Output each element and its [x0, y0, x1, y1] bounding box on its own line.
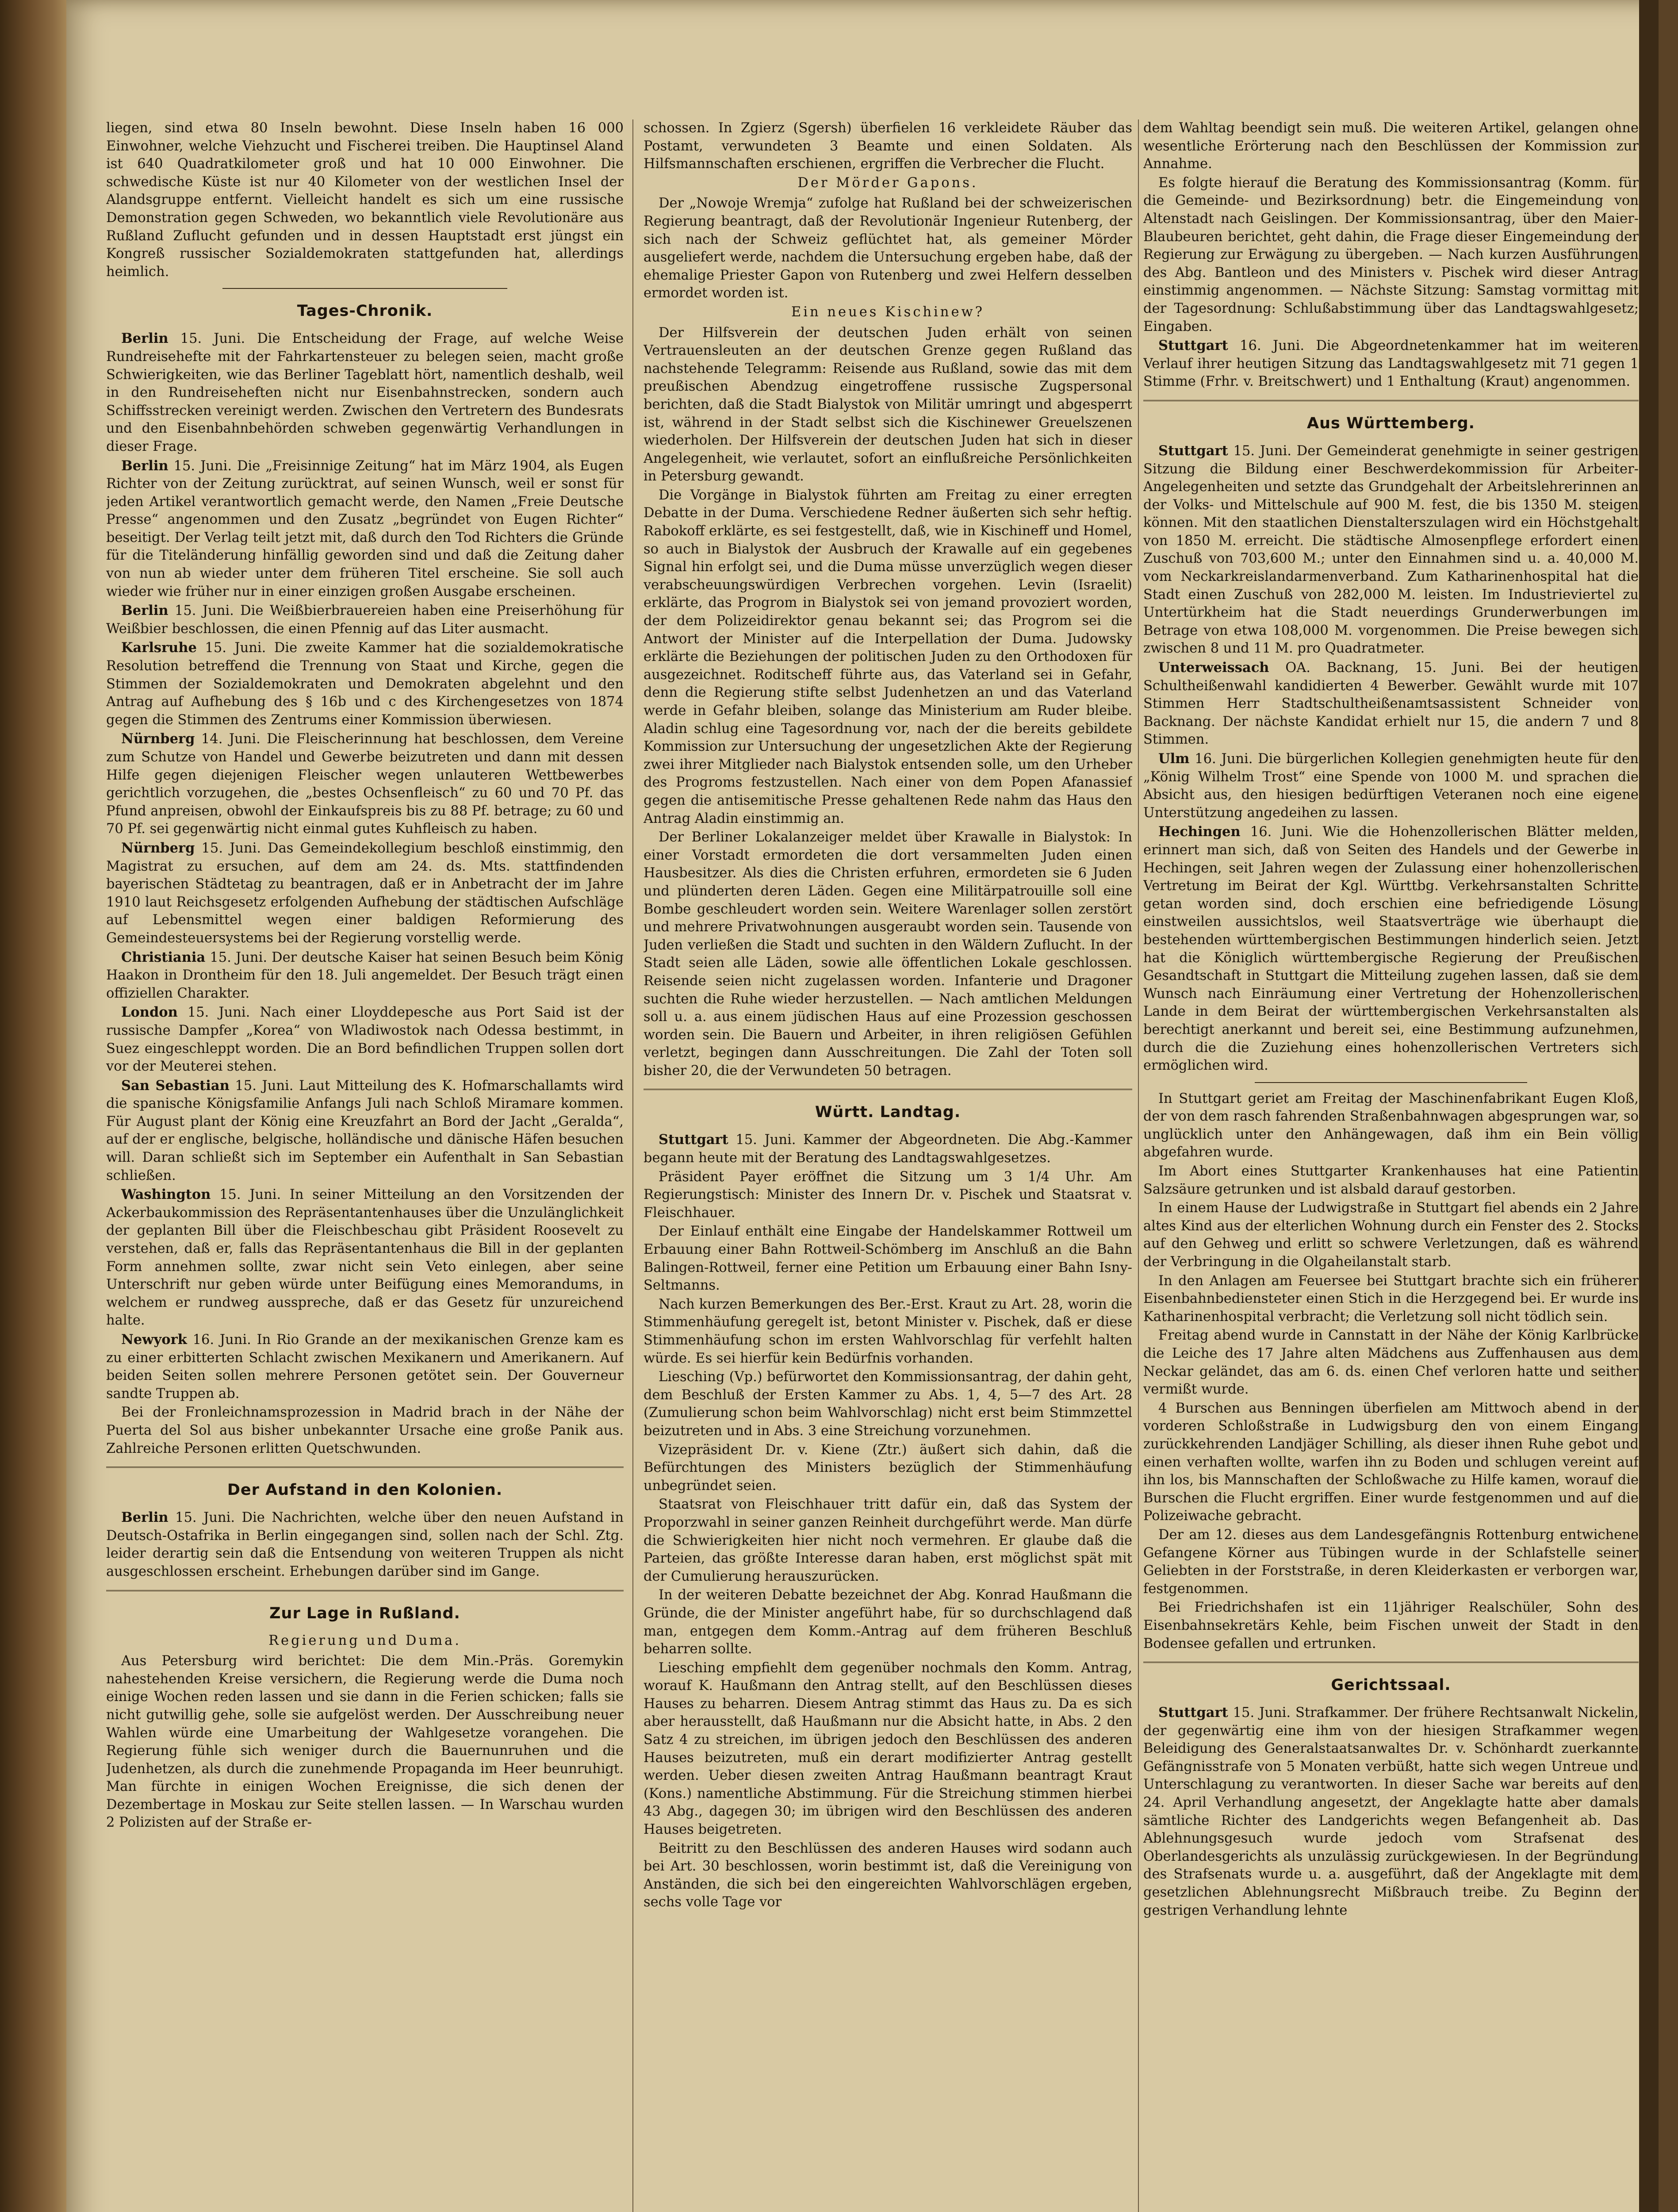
- news-item: Berlin 15. Juni. Die „Freisinnige Zeitung“ hat im März 1904, als Eugen Richter von der Zeitung zurücktrat, auf seinen Wunsch, weil er sonst für jeden Artikel verantwortlich gemacht werde, den Namen „Freie Deutsche Presse“ angenommen und den Zusatz „begründet von Eugen Richter“ beseitigt. Der Verlag teilt jetzt mit, daß durch den Tod Richters die Gründe für die Titeländerung hinfällig geworden sind und daß die Zeitung daher von nun ab wieder unter dem früheren Titel erscheine. Sie soll auch wieder wie früher nur in einer einzigen großen Ausgabe erscheinen.: [106, 457, 624, 599]
- news-item: Washington 15. Juni. In seiner Mitteilung an den Vorsitzenden der Ackerbaukommission des Repräsentantenhauses über die Unzulänglichkeit der geplanten Bill über die Fleischbeschau gibt Präsident Roosevelt zu verstehen, daß er, falls das Repräsentantenhaus die Bill in der geplanten Form annehmen sollte, zwar nicht sein Veto einlegen, aber seine Unterschrift nur geben würde unter Beifügung eines Memorandums, in welchem er rundweg ausspreche, daß er das Gesetz für unzureichend halte.: [106, 1187, 624, 1329]
- paragraph: Der Einlauf enthält eine Eingabe der Handelskammer Rottweil um Erbauung einer Bahn Rottweil-Schömberg im Anschluß an die Bahn Balingen-Rottweil, ferner eine Petition um Erbauung einer Bahn Isny-Seltmanns.: [644, 1224, 1132, 1294]
- paragraph: Liesching (Vp.) befürwortet den Kommissionsantrag, der dahin geht, dem Beschluß der Ersten Kammer zu Abs. 1, 4, 5—7 des Art. 28 (Zumulierung schon beim Wahlvorschlag) nicht erst beim Stimmzettel beizutreten und in Abs. 3 eine Streichung vorzunehmen.: [644, 1369, 1132, 1439]
- dateline-place: Berlin: [121, 457, 169, 474]
- paragraph: In Stuttgart geriet am Freitag der Maschinenfabrikant Eugen Kloß, der von dem rasch fahrenden Straßenbahnwagen abgesprungen war, so unglücklich unter den Anhängewagen, daß ihm ein Bein völlig abgefahren wurde.: [1143, 1091, 1639, 1160]
- news-item: Stuttgart 15. Juni. Der Gemeinderat genehmigte in seiner gestrigen Sitzung die Bildung einer Beschwerdekommission für Arbeiter-Angelegenheiten und setzte das Grundgehalt der Arbeitslehrerinnen an der Volks- und Mittelschule auf 900 M. fest, die bis 1350 M. steigen können. Mit den staatlichen Dienstalterszulagen wird ein Höchstgehalt von 1850 M. erreicht. Die städtische Almosenpflege erfordert einen Zuschuß von 703,600 M.; unter den Einnahmen sind u. a. 40,000 M. vom Neckarkreislandarmenverband. Zum Katharinenhospital hat die Stadt einen Zuschuß von 282,000 M. leisten. Im Industrieviertel zu Untertürkheim hat die Stadt neuerdings Grunderwerbungen im Betrage von etwa 108,000 M. vorgenommen. Die Preise bewegen sich zwischen 8 und 11 M. pro Quadratmeter.: [1143, 442, 1639, 657]
- separator: [1255, 1082, 1527, 1083]
- paragraph: Bei Friedrichshafen ist ein 11jähriger Realschüler, Sohn des Eisenbahnsekretärs Kehle, beim Fischen unweit der Stadt in den Bodensee gefallen und ertrunken.: [1143, 1600, 1639, 1651]
- section-heading: Aus Württemberg.: [1307, 414, 1475, 432]
- dateline-place: Karlsruhe: [121, 640, 197, 656]
- paragraph: Es folgte hierauf die Beratung des Kommissionsantrag (Komm. für die Gemeinde- und Bezirksordnung) betr. die Eingemeindung von Altenstadt nach Geislingen. Der Kommissionsantrag, über den Maier-Blaubeuren berichtet, geht dahin, die Frage dieser Eingemeindung der Regierung zur Erwägung zu übergeben. — Nach kurzen Ausführungen des Abg. Bantleon und des Ministers v. Pischek wird dieser Antrag einstimmig angenommen. — Nächste Sitzung: Samstag vormittag mit der Tagesordnung: Schlußabstimmung über das Landtagswahlgesetz; Eingaben.: [1143, 175, 1639, 334]
- dateline-place: Stuttgart: [1158, 442, 1228, 459]
- paragraph: Der „Nowoje Wremja“ zufolge hat Rußland bei der schweizerischen Regierung beantragt, daß der Revolutionär Ingenieur Rutenberg, der sich nach der Schweiz geflüchtet hat, als gemeiner Mörder ausgeliefert werde, nachdem die Untersuchung ergeben habe, daß der ehemalige Priester Gapon von Rutenberg und zwei Helfern desselben ermordet worden ist.: [644, 196, 1132, 301]
- separator: [106, 1590, 624, 1591]
- news-item: Unterweissach OA. Backnang, 15. Juni. Bei der heutigen Schultheißenwahl kandidierten 4 Bewerber. Gewählt wurde mit 107 Stimmen Herr Stadtschultheißenamtsassistent Schneider von Backnang. Der nächste Kandidat erhielt nur 15, die andern 7 und 8 Stimmen.: [1143, 660, 1639, 748]
- paragraph: Liesching empfiehlt dem gegenüber nochmals den Komm. Antrag, worauf K. Haußmann den Antrag stellt, auf den Beschlüssen dieses Hauses zu beharren. Diesem Antrag stimmt das Haus zu. Da es sich aber herausstellt, daß Haußmann nur die Absicht hatte, in Abs. 2 den Satz 4 zu streichen, im übrigen jedoch den Beschlüssen des anderen Hauses beizutreten, muß ein derart modifizierter Antrag gestellt werden. Ueber diesen zweiten Antrag Haußmann beantragt Kraut (Kons.) namentliche Abstimmung. Für die Streichung stimmen hierbei 43 Abg., dagegen 30; im übrigen wird den Beschlüssen des anderen Hauses beigetreten.: [644, 1660, 1132, 1838]
- dateline-place: Stuttgart: [1158, 1705, 1228, 1721]
- news-item: Berlin 15. Juni. Die Entscheidung der Frage, auf welche Weise Rundreisehefte mit der Fahrkartensteuer zu belegen seien, macht große Schwierigkeiten, wie das Berliner Tageblatt hört, namentlich deshalb, weil in den Rundreiseheften nicht nur Eisenbahnstrecken, sondern auch Schiffsstrecken vereinigt werden. Zwischen den Vertretern des Bundesrats und den Eisenbahnbehörden schweben gegenwärtig Verhandlungen in dieser Frage.: [106, 330, 624, 454]
- separator: [106, 1467, 624, 1468]
- paragraph: Der Hilfsverein der deutschen Juden erhält von seinen Vertrauensleuten an der deutschen Grenze gegen Rußland das nachstehende Telegramm: Reisende aus Rußland, sowie das mit dem preußischen Abendzug eingetroffene russische Zugspersonal berichten, daß die Stadt Bialystok von Militär umringt und abgesperrt ist, während in der Stadt selbst sich die Kischinewer Greuelszenen wiederholen. Der Hilfsverein der deutschen Juden hat sich in dieser Angelegenheit, wie verlautet, sofort an einflußreiche Persönlichkeiten in Petersburg gewandt.: [644, 325, 1132, 484]
- dateline-place: Stuttgart: [1158, 338, 1228, 354]
- dateline-place: London: [121, 1004, 178, 1021]
- paragraph: In einem Hause der Ludwigstraße in Stuttgart fiel abends ein 2 Jahre altes Kind aus der elterlichen Wohnung durch ein Fenster des 2. Stocks auf den Gehweg und erlitt so schwere Verletzungen, daß es während der Verbringung in die Olgaheilanstalt starb.: [1143, 1200, 1639, 1270]
- section-heading: Württ. Landtag.: [815, 1103, 961, 1121]
- news-item: Berlin 15. Juni. Die Weißbierbrauereien haben eine Preiserhöhung für Weißbier beschlossen, die einen Pfennig auf das Liter ausmacht.: [106, 603, 624, 637]
- dateline-place: Berlin: [121, 603, 169, 619]
- dateline-place: Nürnberg: [121, 731, 195, 747]
- page-edge: [1639, 0, 1659, 2212]
- book-binding: [0, 0, 66, 2212]
- column-1: [106, 119, 624, 2212]
- news-item: Christiania 15. Juni. Der deutsche Kaiser hat seinen Besuch beim König Haakon in Drontheim für den 18. Juli angemeldet. Der Besuch trägt einen offiziellen Charakter.: [106, 949, 624, 1001]
- column-rule-1: [632, 119, 633, 2212]
- dateline-place: Unterweissach: [1158, 660, 1269, 676]
- column-2: [644, 119, 1132, 2212]
- dateline-place: Nürnberg: [121, 840, 195, 856]
- news-item: Nürnberg 15. Juni. Das Gemeindekollegium beschloß einstimmig, den Magistrat zu ersuchen, auf dem am 24. ds. Mts. stattfindenden bayerischen Städtetag zu beantragen, daß er in Anbetracht der im Jahre 1910 laut Reichsgesetz erfolgenden Aufhebung der städtischen Aufschläge auf Lebensmittel wegen einer baldigen Reformierung des Gemeindesteuersystems bei der Regierung vorstellig werde.: [106, 840, 624, 946]
- paragraph: Nach kurzen Bemerkungen des Ber.-Erst. Kraut zu Art. 28, worin die Stimmenhäufung geregelt ist, betont Minister v. Pischek, daß er diese Stimmenhäufung schon im ersten Wahlvorschlag für verfehlt halten würde. Es sei hierfür kein Bedürfnis vorhanden.: [644, 1296, 1132, 1366]
- paragraph: Vizepräsident Dr. v. Kiene (Ztr.) äußert sich dahin, daß die Befürchtungen des Ministers bezüglich der Stimmenhäufung unbegründet seien.: [644, 1442, 1132, 1494]
- separator: [644, 1089, 1132, 1090]
- subheading: Der Mörder Gapons.: [797, 175, 978, 191]
- subheading: Regierung und Duma.: [268, 1632, 461, 1648]
- section-heading: Tages-Chronik.: [297, 302, 433, 320]
- paragraph: Die Vorgänge in Bialystok führten am Freitag zu einer erregten Debatte in der Duma. Verschiedene Redner äußerten sich sehr heftig. Rabokoff erklärte, es sei festgestellt, daß, wie in Kischineff und Homel, so auch in Bialystok der Ausbruch der Krawalle auf ein gegebenes Signal hin erfolgt sei, und die Duma müsse unverzüglich wegen dieser verabscheuungswürdigen Verbrechen vorgehen. Levin (Israelit) erklärte, das Progrom in Bialystok sei von jemand provoziert worden, der dem Polizeidirektor genau bekannt sei; das Progrom sei die Antwort der Minister auf die Interpellation der Duma. Judowsky erklärte die Beziehungen der politischen Juden zu den Orthodoxen für ausgezeichnet. Roditscheff führte aus, das Vaterland sei in Gefahr, denn die Regierung stifte selbst Judenhetzen an und das Vaterland werde in Gefahr bleiben, solange das Ministerium am Ruder bleibe. Aladin schlug eine Tagesordnung vor, nach der die bereits gebildete Kommission zur Untersuchung der ungesetzlichen Akte der Regierung zwei ihrer Mitglieder nach Bialystok entsenden solle, um den Urheber des Progroms festzustellen. Nach einer von dem Popen Afanassief gegen die antisemitische Presse gehaltenen Rede nahm das Haus den Antrag Aladin einstimmig an.: [644, 487, 1132, 826]
- dateline-place: Washington: [121, 1187, 211, 1203]
- column-3: [1143, 119, 1639, 2212]
- dateline-place: San Sebastian: [121, 1077, 230, 1094]
- section-heading: Gerichtssaal.: [1331, 1676, 1451, 1694]
- paragraph: Präsident Payer eröffnet die Sitzung um 3 1/4 Uhr. Am Regierungstisch: Minister des Innern Dr. v. Pischek und Staatsrat v. Fleischhauer.: [644, 1169, 1132, 1221]
- dateline-place: Christiania: [121, 949, 206, 965]
- news-item: Stuttgart 15. Juni. Strafkammer. Der frühere Rechtsanwalt Nickelin, der gegenwärtig eine ihm von der hiesigen Strafkammer wegen Beleidigung des Generalstaatsanwaltes Dr. v. Schönhardt zuerkannte Gefängnisstrafe von 5 Monaten verbüßt, hatte sich wegen Untreue und Unterschlagung zu verantworten. In dieser Sache war bereits auf den 24. April Verhandlung angesetzt, der Angeklagte hatte aber damals sämtliche Richter des Landgerichts wegen Befangenheit ab. Das Ablehnungsgesuch wurde jedoch vom Strafsenat des Oberlandesgerichts als unzulässig zurückgewiesen. In der Begründung des Strafsenats wurde u. a. ausgeführt, daß der Angeklagte mit dem gesetzlichen Ablehnungsrecht Mißbrauch treibe. Zu Beginn der gestrigen Verhandlung lehnte: [1143, 1705, 1639, 1918]
- paragraph: In der weiteren Debatte bezeichnet der Abg. Konrad Haußmann die Gründe, die der Minister angeführt habe, für so durchschlagend daß man, entgegen dem Komm.-Antrag auf dem früheren Beschluß beharren sollte.: [644, 1587, 1132, 1657]
- news-item: Bei der Fronleichnamsprozession in Madrid brach in der Nähe der Puerta del Sol aus bisher unbekannter Ursache eine große Panik aus. Zahlreiche Personen erlitten Quetschwunden.: [106, 1405, 624, 1456]
- dateline-place: Stuttgart: [659, 1132, 728, 1148]
- subheading: Ein neues Kischinew?: [791, 304, 985, 320]
- paragraph: dem Wahltag beendigt sein muß. Die weiteren Artikel, gelangen ohne wesentliche Erörterung nach den Beschlüssen der Kommission zur Annahme.: [1143, 120, 1639, 172]
- news-item: Karlsruhe 15. Juni. Die zweite Kammer hat die sozialdemokratische Resolution betreffend die Trennung von Staat und Kirche, gegen die Stimmen der Sozialdemokraten und Demokraten abgelehnt und den Antrag auf Aufhebung des § 16b und c des Kirchengesetzes von 1874 gegen die Stimmen des Zentrums einer Kommission überwiesen.: [106, 640, 624, 728]
- news-item: Berlin 15. Juni. Die Nachrichten, welche über den neuen Aufstand in Deutsch-Ostafrika in Berlin eingegangen sind, sollen nach der Schl. Ztg. leider derartig sein daß die Entsendung von weiteren Truppen als nicht ausgeschlossen erscheint. Erhebungen darüber sind im Gange.: [106, 1509, 624, 1579]
- news-item: Hechingen 16. Juni. Wie die Hohenzollerischen Blätter melden, erinnert man sich, daß von Seiten des Handels und der Gewerbe in Hechingen, seit Jahren wegen der Zulassung einer hohenzollerischen Vertretung im Beirat der Kgl. Württbg. Verkehrsanstalten Schritte getan worden sind, doch erschien eine befriedigende Lösung einstweilen aussichtslos, weil Staatsverträge wie überhaupt die bestehenden württembergischen Bestimmungen hinderlich seien. Jetzt hat die Königlich württembergische Regierung der Preußischen Gesandtschaft in Stuttgart die Mitteilung zugehen lassen, daß sie dem Wunsch nach Einräumung einer Vertretung der Hohenzollerischen Lande in dem Beirat der württembergischen Verkehrsanstalten als berechtigt anerkannt und bereit sei, eine Bestimmung aufzunehmen, durch die die Zuziehung eines hohenzollerischen Vertreters sich ermöglichen wird.: [1143, 824, 1639, 1074]
- paragraph: In den Anlagen am Feuersee bei Stuttgart brachte sich ein früherer Eisenbahnbediensteter einen Stich in die Herzgegend bei. Er wurde ins Katharinenhospital verbracht; die Verletzung soll nicht tödlich sein.: [1143, 1273, 1639, 1325]
- news-item: Stuttgart 15. Juni. Kammer der Abgeordneten. Die Abg.-Kammer begann heute mit der Beratung des Landtagswahlgesetzes.: [644, 1132, 1132, 1166]
- dateline-place: Hechingen: [1158, 824, 1241, 840]
- paragraph: Freitag abend wurde in Cannstatt in der Nähe der König Karlbrücke die Leiche des 17 Jahre alten Mädchens aus Zuffenhausen aus dem Neckar geländet, das am 6. ds. einen Chef verloren hatte und seither vermißt wurde.: [1143, 1328, 1639, 1398]
- paragraph: schossen. In Zgierz (Sgersh) überfielen 16 verkleidete Räuber das Postamt, verwundeten 3 Beamte und einen Soldaten. Als Hilfsmannschaften erschienen, ergriffen die Verbrecher die Flucht.: [644, 120, 1132, 172]
- section-heading: Der Aufstand in den Kolonien.: [227, 1481, 503, 1499]
- news-item: Aus Petersburg wird berichtet: Die dem Min.-Präs. Goremykin nahestehenden Kreise versichern, die Regierung werde die Duma noch einige Wochen reden lassen und sie dann in die Ferien schicken; falls sie nicht gutwillig gehe, solle sie aufgelöst werden. Der Ausschreibung neuer Wahlen würde eine Umarbeitung der Wahlgesetze vorangehen. Die Regierung fühle sich weniger durch die Bauernunruhen und die Judenhetzen, als durch die zunehmende Propaganda im Heer beunruhigt. Man fürchte in einigen Wochen Ereignisse, die sich denen der Dezembertage in Moskau zur Seite stellen lassen. — In Warschau wurden 2 Polizisten auf der Straße er-: [106, 1653, 624, 1831]
- dateline-place: Ulm: [1158, 751, 1190, 767]
- separator: [1143, 400, 1639, 401]
- dateline-place: Berlin: [121, 1509, 169, 1526]
- news-item: Ulm 16. Juni. Die bürgerlichen Kollegien genehmigten heute für den „König Wilhelm Trost“ eine Spende von 1000 M. und sprachen die Absicht aus, den hiesigen bedürftigen Veteranen noch eine eigene Unterstützung angedeihen zu lassen.: [1143, 751, 1639, 821]
- paragraph: 4 Burschen aus Benningen überfielen am Mittwoch abend in der vorderen Schloßstraße in Ludwigsburg den von einem Eingang zurückkehrenden Landjäger Schilling, als dieser ihnen Ruhe gebot und einen verhaften wollte, warfen ihn zu Boden und schlugen vereint auf ihn los, bis Mannschaften der Schloßwache zu Hilfe kamen, worauf die Burschen die Flucht ergriffen. Einer wurde festgenommen und auf die Polizeiwache gebracht.: [1143, 1400, 1639, 1524]
- news-item: San Sebastian 15. Juni. Laut Mitteilung des K. Hofmarschallamts wird die spanische Königsfamilie Anfangs Juli nach Schloß Miramare kommen. Für August plant der König eine Kreuzfahrt an Bord der Jacht „Geralda“, auf der er englische, belgische, holländische und dänische Häfen besuchen will. Daran schließt sich im September ein Aufenthalt in San Sebastian schließen.: [106, 1077, 624, 1183]
- separator: [1143, 1662, 1639, 1663]
- column-rule-2: [1138, 119, 1139, 2212]
- dateline-place: Newyork: [121, 1332, 187, 1348]
- separator: [222, 288, 507, 289]
- paragraph: liegen, sind etwa 80 Inseln bewohnt. Diese Inseln haben 16 000 Einwohner, welche Viehzucht und Fischerei treiben. Die Hauptinsel Aland ist 640 Quadratkilometer groß und hat 10 000 Einwohner. Die schwedische Küste ist nur 40 Kilometer von der westlichen Insel der Alandsgruppe entfernt. Vielleicht handelt es sich um eine russische Demonstration gegen Schweden, wo bekanntlich viele Revolutionäre aus Rußland Zuflucht gefunden und in dessen Hauptstadt erst jüngst ein Kongreß russischer Sozialdemokraten stattgefunden hat, allerdings heimlich.: [106, 120, 624, 280]
- paragraph: Staatsrat von Fleischhauer tritt dafür ein, daß das System der Proporzwahl in seiner ganzen Reinheit durchgeführt werde. Man dürfe die Schwierigkeiten hier nicht noch vermehren. Er glaube daß die Parteien, das größte Interesse daran haben, erst möglichst spät mit der Cumulierung herauszurücken.: [644, 1497, 1132, 1584]
- paragraph: Im Abort eines Stuttgarter Krankenhauses hat eine Patientin Salzsäure getrunken und ist alsbald darauf gestorben.: [1143, 1164, 1639, 1197]
- paragraph: Der am 12. dieses aus dem Landesgefängnis Rottenburg entwichene Gefangene Körner aus Tübingen wurde in der Schlafstelle seiner Geliebten in der Forststraße, in deren Kleiderkasten er verborgen war, festgenommen.: [1143, 1527, 1639, 1597]
- dateline-place: Berlin: [121, 330, 169, 347]
- news-item: Nürnberg 14. Juni. Die Fleischerinnung hat beschlossen, dem Vereine zum Schutze von Handel und Gewerbe beizutreten und dann mit dessen Hilfe gegen diejenigen Fleischer wegen unlauteren Wettbewerbes gerichtlich vorzugehen, die „bestes Ochsenfleisch“ zu 60 und 70 Pf. das Pfund anpreisen, obwohl der Einkaufspreis bis zu 88 Pf. betrage; zu 60 und 70 Pf. sei gegenwärtig nicht einmal gutes Kuhfleisch zu haben.: [106, 731, 624, 837]
- section-heading: Zur Lage in Rußland.: [269, 1604, 460, 1622]
- paragraph: Beitritt zu den Beschlüssen des anderen Hauses wird sodann auch bei Art. 30 beschlossen, worin bestimmt ist, daß die Vereinigung von Anständen, die sich bei den eingereichten Wahlvorschlägen ergeben, sechs volle Tage vor: [644, 1840, 1132, 1910]
- news-item: Stuttgart 16. Juni. Die Abgeordnetenkammer hat im weiteren Verlauf ihrer heutigen Sitzung das Landtagswahlgesetz mit 71 gegen 1 Stimme (Frhr. v. Breitschwert) und 1 Enthaltung (Kraut) angenommen.: [1143, 338, 1639, 390]
- news-item: Newyork 16. Juni. In Rio Grande an der mexikanischen Grenze kam es zu einer erbitterten Schlacht zwischen Mexikanern und Amerikanern. Auf beiden Seiten sollen mehrere Personen getötet sein. Der Gouverneur sandte Truppen ab.: [106, 1332, 624, 1402]
- paragraph: Der Berliner Lokalanzeiger meldet über Krawalle in Bialystok: In einer Vorstadt ermordeten die dort versammelten Juden einen Hausbesitzer. Als dies die Christen erfuhren, ermordeten sie 6 Juden und plünderten deren Läden. Gegen eine Militärpatrouille soll eine Bombe geschleudert worden sein. Weitere Warenlager sollen zerstört und mehrere Privatwohnungen ausgeraubt worden sein. Tausende von Juden verließen die Stadt und suchten in den Wäldern Zuflucht. In der Stadt seien alle Läden, sowie alle öffentlichen Lokale geschlossen. Reisende seien nicht zugelassen worden. Infanterie und Dragoner suchten die Ruhe wieder herzustellen. — Nach amtlichen Meldungen soll u. a. aus einem jüdischen Haus auf eine Prozession geschossen worden sein. Die Bauern und Arbeiter, in ihren religiösen Gefühlen verletzt, begingen dann Ausschreitungen. Die Zahl der Toten soll bisher 20, die der Verwundeten 50 betragen.: [644, 830, 1132, 1079]
- news-item: London 15. Juni. Nach einer Lloyddepesche aus Port Said ist der russische Dampfer „Korea“ von Wladiwostok nach Odessa bestimmt, in Suez eingeschleppt worden. Die an Bord befindlichen Truppen sollen dort vor der Meuterei stehen.: [106, 1004, 624, 1075]
